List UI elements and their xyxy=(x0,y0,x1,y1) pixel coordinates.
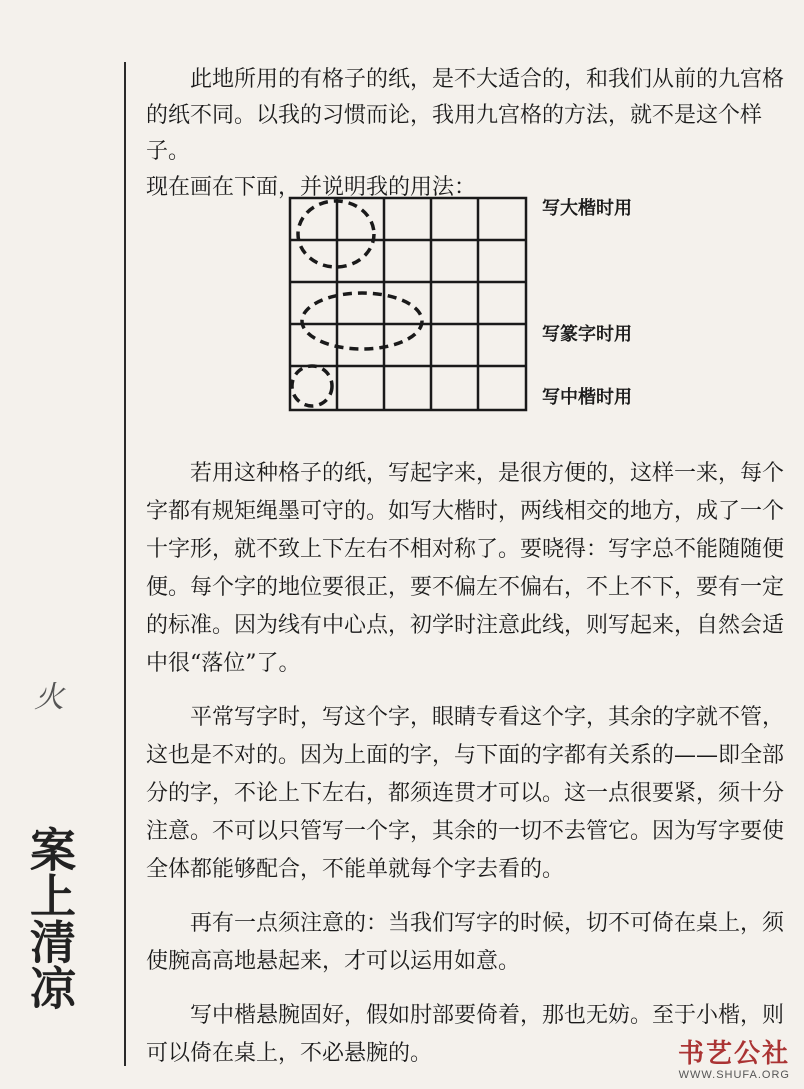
watermark-url: WWW.SHUFA.ORG xyxy=(678,1069,790,1081)
margin-rule xyxy=(124,62,126,1066)
intro-paragraph xyxy=(146,62,786,206)
label-medium-kaishu: 写中楷时用 xyxy=(542,387,632,408)
margin-mark: 火 xyxy=(34,680,64,715)
site-watermark xyxy=(678,1039,790,1081)
body-text xyxy=(146,455,786,1089)
grid-diagram xyxy=(288,196,528,414)
label-large-kaishu: 写大楷时用 xyxy=(542,198,632,219)
margin-calligraphy: 案上清凉 xyxy=(23,826,77,1010)
watermark-name: 书艺公社 xyxy=(677,1039,790,1069)
paragraph: 写中楷悬腕固好，假如肘部要倚着，那也无妨。至于小楷，则可以倚在桌上，不必悬腕的。 xyxy=(146,1003,785,1066)
paragraph: 再有一点须注意的：当我们写字的时候，切不可倚在桌上，须使腕高高地悬起来，才可以运用如意。 xyxy=(146,911,785,974)
paragraph: 若用这种格子的纸，写起字来，是很方便的，这样一来，每个字都有规矩绳墨可守的。如写大楷时，两线相交的地方，成了一个十字形，就不致上下左右不相对称了。要晓得：写字总不能随随便便。每个字的地位要很正，要不偏左不偏右，不上不下，要有一定的标准。因为线有中心点，初学时注意此线，则写起来，自然会适中很“落位”了。 xyxy=(146,461,785,676)
paragraph: 平常写字时，写这个字，眼睛专看这个字，其余的字就不管，这也是不对的。因为上面的字，与下面的字都有关系的——即全部分的字，不论上下左右，都须连贯才可以。这一点很要紧，须十分注意。不可以只管写一个字，其余的一切不去管它。因为写字要使全体都能够配合，不能单就每个字去看的。 xyxy=(146,705,785,882)
intro-line-1: 此地所用的有格子的纸，是不大适合的，和我们从前的九宫格 xyxy=(190,67,785,92)
nine-grid-figure xyxy=(288,196,528,414)
intro-line-2: 的纸不同。以我的习惯而论，我用九宫格的方法，就不是这个样子。 xyxy=(146,103,763,164)
zhuanshu-ellipse xyxy=(302,293,422,349)
intro-line-3: 现在画在下面，并说明我的用法： xyxy=(146,175,477,200)
label-zhuanshu: 写篆字时用 xyxy=(542,324,632,345)
medium-kaishu-circle xyxy=(292,366,332,406)
